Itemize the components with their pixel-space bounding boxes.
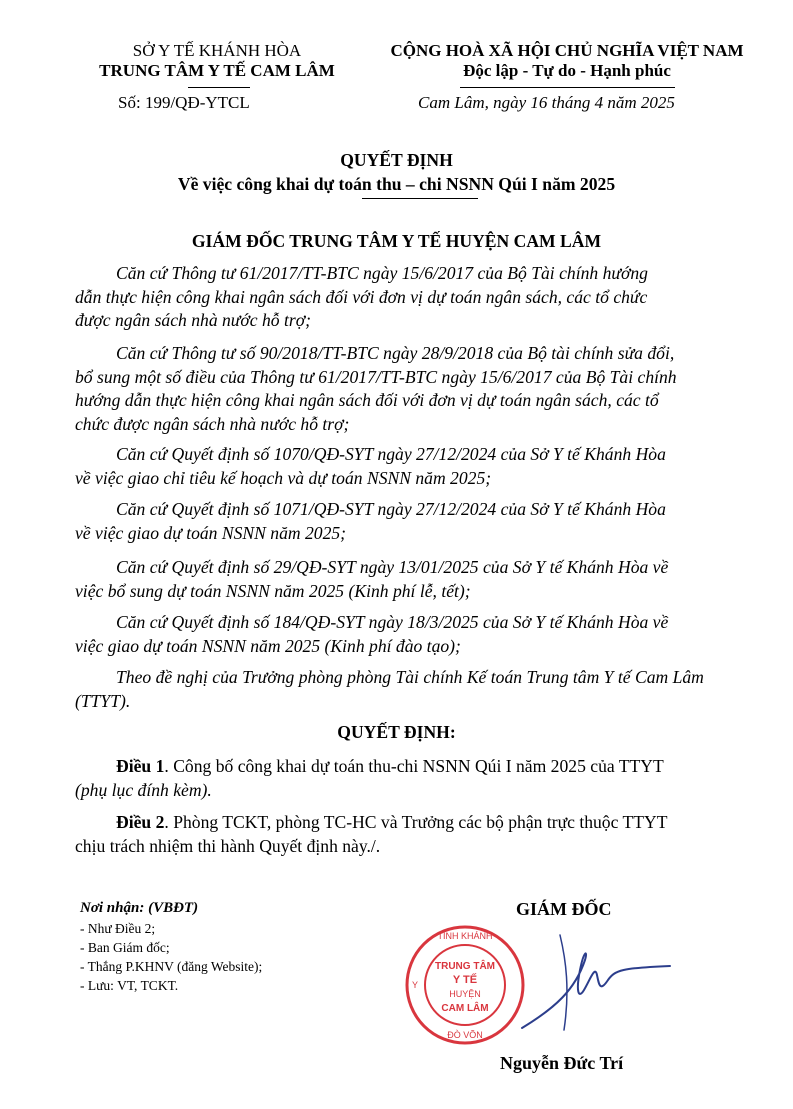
recipients-block xyxy=(80,900,262,995)
document-number: Số: 199/QĐ-YTCL xyxy=(118,93,250,112)
handwritten-signature xyxy=(500,930,690,1040)
recipient-item: - Như Điều 2; xyxy=(80,921,156,936)
ministry-name: SỞ Y TẾ KHÁNH HÒA xyxy=(132,41,302,60)
signer-name: Nguyễn Đức Trí xyxy=(500,1053,624,1073)
issuing-authority: GIÁM ĐỐC TRUNG TÂM Y TẾ HUYỆN CAM LÂM xyxy=(191,231,602,251)
basis-paragraph: Căn cứ Quyết định số 1071/QĐ-SYT ngày 27/12/2024 của Sở Y tế Khánh Hòa về việc giao dự toán NSNN năm 2025; xyxy=(75,499,666,543)
document-subtitle: Về việc công khai dự toán thu – chi NSNN Qúi I năm 2025 xyxy=(177,174,616,194)
header-right-national xyxy=(372,41,762,81)
recipient-item: - Ban Giám đốc; xyxy=(80,940,170,955)
stamp-line-3: HUYỆN xyxy=(449,989,481,999)
basis-paragraph: Căn cứ Thông tư 61/2017/TT-BTC ngày 15/6/2017 của Bộ Tài chính hướng dẫn thực hiện công khai ngân sách đối với đơn vị dự toán ngân sách, các tổ chức được ngân sách nhà nước hỗ trợ; xyxy=(75,263,648,330)
signature-tail-stroke xyxy=(560,935,567,1030)
stamp-bottom-text: ĐÒ VÕN xyxy=(447,1030,483,1040)
header-right-underline xyxy=(460,87,675,88)
article-1: Điều 1. Công bố công khai dự toán thu-chi NSNN Qúi I năm 2025 của TTYT (phụ lục đính kèm). xyxy=(75,756,664,800)
header-left-underline xyxy=(188,87,250,88)
signer-title: GIÁM ĐỐC xyxy=(516,899,612,919)
recipient-item: - Thắng P.KHNV (đăng Website); xyxy=(80,959,263,974)
center-name: TRUNG TÂM Y TẾ CAM LÂM xyxy=(99,61,335,80)
document-title: QUYẾT ĐỊNH xyxy=(340,150,453,170)
recipient-item: - Lưu: VT, TCKT. xyxy=(80,978,179,993)
national-title: CỘNG HOÀ XÃ HỘI CHỦ NGHĨA VIỆT NAM xyxy=(390,41,744,60)
stamp-line-1: TRUNG TÂM xyxy=(435,961,495,972)
proposal-paragraph: Theo đề nghị của Trưởng phòng phòng Tài chính Kế toán Trung tâm Y tế Cam Lâm (TTYT). xyxy=(75,667,704,711)
document-date: Cam Lâm, ngày 16 tháng 4 năm 2025 xyxy=(418,93,675,112)
stamp-line-2: Y TẾ xyxy=(452,974,478,986)
basis-paragraph: Căn cứ Quyết định số 184/QĐ-SYT ngày 18/3/2025 của Sở Y tế Khánh Hòa về việc giao dự toán NSNN năm 2025 (Kinh phí đào tạo); xyxy=(75,612,669,656)
subtitle-underline xyxy=(362,198,478,199)
recipients-title: Nơi nhận: (VBĐT) xyxy=(80,900,199,916)
stamp-top-text: TỈNH KHÁNH xyxy=(437,931,493,941)
stamp-line-4: CAM LÂM xyxy=(441,1003,489,1014)
national-motto: Độc lập - Tự do - Hạnh phúc xyxy=(463,61,671,80)
basis-paragraph: Căn cứ Quyết định số 1070/QĐ-SYT ngày 27/12/2024 của Sở Y tế Khánh Hòa về việc giao chỉ tiêu kế hoạch và dự toán NSNN năm 2025; xyxy=(75,444,666,488)
basis-paragraph: Căn cứ Quyết định số 29/QĐ-SYT ngày 13/01/2025 của Sở Y tế Khánh Hòa về việc bổ sung dự toán NSNN năm 2025 (Kinh phí lễ, tết); xyxy=(75,557,669,601)
article-2: Điều 2. Phòng TCKT, phòng TC-HC và Trưởng các bộ phận trực thuộc TTYT chịu trách nhiệm thi hành Quyết định này./. xyxy=(75,812,668,856)
stamp-left-text: Y xyxy=(411,980,419,990)
basis-paragraph: Căn cứ Thông tư số 90/2018/TT-BTC ngày 28/9/2018 của Bộ tài chính sửa đổi, bổ sung một số điều của Thông tư 61/2017/TT-BTC ngày 15/6/2017 của Bộ Tài chính hướng dẫn thực hiện công khai ngân sách đối với đơn vị dự toán ngân sách, các tổ chức được ngân sách nhà nước hỗ trợ; xyxy=(75,343,677,434)
signature-stroke xyxy=(522,953,670,1028)
header-left-org xyxy=(92,41,342,81)
decision-heading: QUYẾT ĐỊNH: xyxy=(337,722,456,742)
